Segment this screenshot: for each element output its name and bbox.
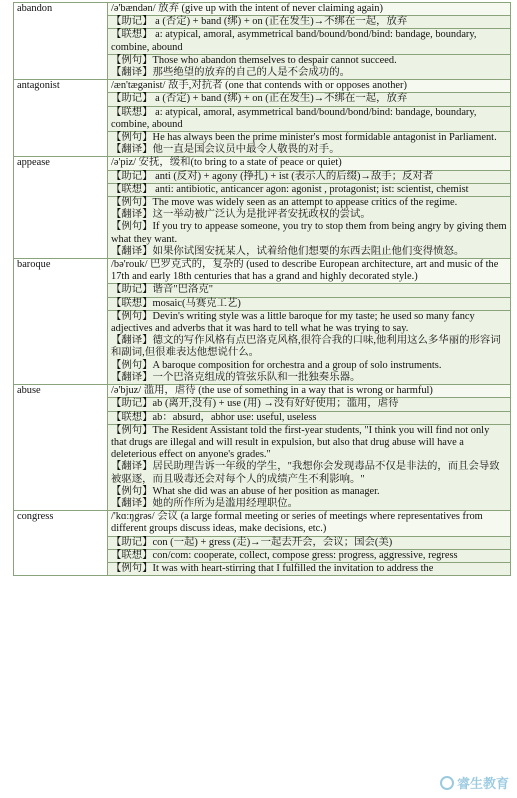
- headword: baroque: [14, 259, 108, 385]
- note-cell: 【例句】Those who abandon themselves to despair cannot succeed. 【翻译】那些绝望的放弃的自己的人是不会成功的。: [108, 54, 511, 79]
- table-row: [14, 385, 511, 398]
- watermark-text: 睿生教育: [456, 777, 509, 792]
- note-cell: 【联想】 a: atypical, amoral, asymmetrical band/bound/bond/bind: bandage, boundary, combine, abound: [108, 106, 511, 131]
- note-cell: 【例句】The Resident Assistant told the first-year students, "I think you will find not only that drugs are illegal and will result in expulsion, but also that drug abuse will have a deleterious effect on anyone's grades." 【翻译】居民助理告诉一年级的学生，"我想你会发现毒品不仅是非法的，而且会导致被驱逐，而且吸毒还会对每个人的成绩产生不利影响。" 【例句】What she did was an abuse of her position as manager. 【翻译】她的所作所为是滥用经理职位。: [108, 424, 511, 510]
- definition-cell: /æn'tægənist/ 敌手,对抗者 (one that contends with or opposes another): [108, 80, 511, 93]
- headword: appease: [14, 157, 108, 259]
- headword: abandon: [14, 3, 108, 80]
- table-row: [14, 157, 511, 170]
- note-cell: 【例句】It was with heart-stirring that I fulfilled the invitation to address the: [108, 562, 511, 575]
- definition-cell: /'kɑːŋgrəs/ 会议 (a large formal meeting or series of meetings where representatives from different groups discuss ideas, make decisions, etc.): [108, 511, 511, 536]
- table-row: [14, 80, 511, 93]
- headword: congress: [14, 511, 108, 576]
- note-cell: 【联想】con/com: cooperate, collect, compose gress: progress, aggressive, regress: [108, 549, 511, 562]
- definition-cell: /ə'bændən/ 放弃 (give up with the intent of never claiming again): [108, 3, 511, 16]
- note-cell: 【联想】 a: atypical, amoral, asymmetrical band/bound/bond/bind: bandage, boundary, combine, abound: [108, 29, 511, 54]
- watermark: [440, 773, 509, 792]
- note-cell: 【例句】Devin's writing style was a little baroque for my taste; he used so many fancy adjectives and adverbs that it was hard to tell what he was trying to say. 【翻译】德文的写作风格有点巴洛克风格,很符合我的口味,他利用这么多华丽的形容词和副词,但很难表达他想说什么。 【例句】A baroque composition for orchestra and a group of solo instruments. 【翻译】一个巴洛克组成的管弦乐队和一批独奏乐器。: [108, 310, 511, 384]
- note-cell: 【例句】The move was widely seen as an attempt to appease critics of the regime. 【翻译】这一举动被广泛认为是批评者安抚政权的尝试。 【例句】If you try to appease someone, you try to stop them from being angry by giving them what they want. 【翻译】如果你试图安抚某人，试着给他们想要的东西去阻止他们变得愤怒。: [108, 197, 511, 259]
- table-row: [14, 511, 511, 536]
- note-cell: 【联想】mosaic(马赛克工艺): [108, 297, 511, 310]
- definition-cell: /ə'bjuz/ 滥用，虐待 (the use of something in a way that is wrong or harmful): [108, 385, 511, 398]
- headword: abuse: [14, 385, 108, 511]
- note-cell: 【联想】ab：absurd，abhor use: useful, useless: [108, 411, 511, 424]
- note-cell: 【助记】 anti (反对) + agony (挣扎) + ist (表示人的后缀)→敌手；反对者: [108, 170, 511, 183]
- table-row: [14, 3, 511, 16]
- definition-cell: /bə'rouk/ 巴罗克式的，复杂的 (used to describe European architecture, art and music of the 17th and early 18th centuries that has a grand and highly decorated style.): [108, 259, 511, 284]
- note-cell: 【助记】ab (离开,没有) + use (用) →没有好好使用；滥用，虐待: [108, 398, 511, 411]
- note-cell: 【助记】con (一起) + gress (走)→一起去开会，会议；国会(美): [108, 536, 511, 549]
- note-cell: 【助记】谐音"巴洛克": [108, 284, 511, 297]
- definition-cell: /ə'piz/ 安抚，缓和(to bring to a state of peace or quiet): [108, 157, 511, 170]
- headword: antagonist: [14, 80, 108, 157]
- note-cell: 【例句】He has always been the prime minister's most formidable antagonist in Parliament. 【翻译】他一直是国会议员中最令人敬畏的对手。: [108, 132, 511, 157]
- globe-icon: [440, 776, 454, 790]
- note-cell: 【助记】 a (否定) + band (绑) + on (正在发生)→不绑在一起，放弃: [108, 93, 511, 106]
- note-cell: 【联想】 anti: antibiotic, anticancer agon: agonist , protagonist; ist: scientist, chemist: [108, 183, 511, 196]
- vocabulary-table: [13, 2, 511, 576]
- table-row: [14, 259, 511, 284]
- note-cell: 【助记】 a (否定) + band (绑) + on (正在发生)→不绑在一起，放弃: [108, 16, 511, 29]
